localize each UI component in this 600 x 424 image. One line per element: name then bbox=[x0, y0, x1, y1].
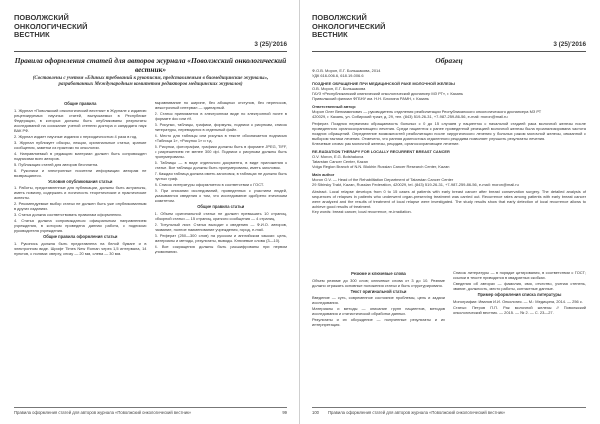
sample-line: О.В. Морон, Е.Г. Большакова bbox=[312, 86, 366, 91]
sample-line: Морон Олег Вениаминович — руководитель отделения реабилитации Республиканского онкологического диспансера МЗ РТ bbox=[312, 109, 542, 114]
paragraph: 1. Объем оригинальной статьи не должен превышать 10 страниц, обзорной статьи — 15 страниц, краткого сообщения — 4 страниц. bbox=[154, 210, 287, 221]
paragraph: 3. Статья должна соответствовать правилам оформления. bbox=[14, 212, 122, 217]
section-heading: Условия опубликования статьи bbox=[48, 178, 113, 184]
paragraph: 6. Таблицы — в виде отдельного документа, в виде приложения к статье. Все таблицы должны быть пронумерованы, иметь заголовок. bbox=[154, 160, 287, 170]
journal-title-line: ОНКОЛОГИЧЕСКИЙ bbox=[312, 21, 386, 31]
text-column-2 bbox=[155, 100, 288, 400]
article-title: Правила оформления статей для авторов журнала «Поволжский онкологический вестник» bbox=[14, 56, 287, 74]
paragraph: 4. Место для таблицы или рисунка в тексте обозначается подписью «Таблица 1», «Рисунок 1» и т.д. bbox=[154, 133, 287, 143]
section-heading: Резюме и ключевые слова bbox=[351, 271, 406, 276]
sample-line: ПОЗДНЕЕ ОБРАЩЕНИЕ ПРИ МЕДИЦИНСКОЙ РАКЕ МОЛОЧНОЙ ЖЕЛЕЗЫ bbox=[312, 81, 455, 86]
left-text-columns bbox=[14, 100, 287, 400]
abstract-ru: Реферат. Поздняя первичная обращаемость больных с 0 до 15 случаев у пациенток с начальной стадией рака молочной железы после проведенного органосохраняющего лечения. Среди пациенток с ранее проведенной резекцией молочной железы была проанализирована частота поздних обращений. Определение возможностей реабилитации после хирургического лечения у больных раком молочной железы, связанной с выбором тактики лечения. Отмечено, что ранняя диагностика отдаленного рецидива позволяет улучшить результаты лечения. bbox=[312, 121, 586, 141]
english-address: 29 Sibirsky Trakt, Kazan, Russian Federation, 420029, tel. (843) 519-26-31, +7-987-259-86-56, e-mail: moron@mail.ru bbox=[312, 182, 519, 187]
paragraph: 4. Статья должна сопровождаться официальным направлением учреждения, в котором проведена данная работа, с подписью руководителя учреждения. bbox=[14, 218, 147, 233]
english-affiliation-2: Volga Region Branch of N.N. Blokhin Russian Cancer Research Center, Kazan bbox=[312, 164, 450, 169]
paragraph: Сведения об авторах — фамилия, имя, отчество, ученая степень, звание, должность, место работы, контактные данные. bbox=[453, 281, 586, 291]
paragraph: 6. Рукописи и электронные носители информации авторам не возвращаются. bbox=[14, 167, 147, 178]
page-number: 99 bbox=[282, 410, 287, 415]
sample-header-lines bbox=[312, 68, 586, 119]
english-main-author-label: Main author bbox=[312, 172, 335, 177]
text-column-1 bbox=[14, 100, 147, 400]
sample-line: Ф.О.В. Морон, Е.Г. Большакова, 2014 bbox=[312, 68, 381, 73]
sample-line: Ответственный автор: bbox=[312, 104, 357, 109]
paragraph: 5. Рисунки, фотографии, графики должны быть в формате JPEG, TIFF, с разрешением не менее 300 dpi. Подписи к рисункам должны быть пронумерованы. bbox=[154, 144, 287, 159]
text-column-1 bbox=[312, 270, 445, 400]
journal-title-line: ПОВОЛЖСКИЙ bbox=[14, 13, 69, 22]
sample-line: УДК 616-006.6, 618.19-006.6 bbox=[312, 73, 364, 78]
paragraph: 8. Список литературы оформляется в соответствии с ГОСТ. bbox=[154, 182, 264, 187]
abstract-en: Abstract. Local relapse develops from 0 to 15 cases at patients with early breast cancer after breast conservation surgery. The detailed analysis of sequences of relapses in patients who underwent organ-preserving treatment was carried out. Recurrence rates among patients with early breast cancer were analyzed and the results of treatment of local relapse were investigated. The study results show that early detection of local recurrence allows to achieve good results of treatment. bbox=[312, 189, 586, 209]
right-page-header bbox=[312, 14, 586, 52]
paragraph: 2. Рекомендуемые выбор статьи не должен быть уже опубликованным в других изданиях. bbox=[14, 201, 147, 211]
issue-number: 3 (25)’2016 bbox=[553, 41, 586, 48]
paragraph: Статьи: Петров П.П. Рак молочной железы // Поволжский онкологический вестник. — 2015. — № 2. — С. 23—27. bbox=[453, 304, 586, 315]
english-main-author: Moron O.V. — Head of the Rehabilitation Department of Tatarstan Cancer Center bbox=[312, 177, 454, 182]
paragraph: 2. Статья принимается в электронном виде по электронной почте в формате doc или rtf. bbox=[154, 111, 287, 121]
paragraph: Объем резюме до 300 слов; ключевые слова от 3 до 10. Резюме должно отражать основные положения статьи и быть структурировано. bbox=[312, 277, 445, 288]
paragraph: Результаты и их обсуждение — полученные результаты и их интерпретация. bbox=[312, 317, 445, 327]
paragraph: 2. Журнал издает научные издания с периодичностью 4 раза в год. bbox=[14, 133, 138, 139]
paragraph: 3. Реферат (250—300 слов) на русском и английском языках: цель, материалы и методы, результаты, выводы. Ключевые слова (3—10). bbox=[154, 232, 287, 243]
sample-line: 420029, г. Казань, ул. Сибирский тракт, д. 29, тел. (843) 519-26-31, +7-987-259-86-56, e-mail: moron@mail.ru bbox=[312, 114, 508, 119]
sample-article-body bbox=[312, 68, 586, 214]
footer-text: Правила оформления статей для авторов журнала «Поволжский онкологический вестник» bbox=[14, 410, 192, 415]
paragraph: 4. Все сокращения должны быть расшифрованы при первом упоминании. bbox=[154, 243, 287, 254]
page-number: 100 bbox=[312, 410, 319, 415]
right-text-columns bbox=[312, 270, 586, 400]
section-heading: Пример оформления списка литературы bbox=[477, 292, 562, 297]
english-affiliation: Tatarstan Cancer Center, Kazan bbox=[312, 159, 369, 164]
english-authors: O.V. Moron, E.G. Bolshakova bbox=[312, 154, 364, 159]
keywords-en: Key words: breast cancer, local recurrence, re-irradiation. bbox=[312, 209, 412, 214]
sample-line: ГАУЗ «Республиканский клинический онкологический диспансер МЗ РТ», г. Казань bbox=[312, 91, 463, 96]
left-page-footer bbox=[14, 407, 287, 415]
issue-number: 3 (25)’2016 bbox=[254, 41, 287, 48]
footer-text: Правила оформления статей для авторов журнала «Поволжский онкологический вестник» bbox=[328, 410, 506, 415]
journal-title-line: ОНКОЛОГИЧЕСКИЙ bbox=[14, 21, 88, 31]
sample-heading: Образец bbox=[435, 56, 463, 65]
journal-title-line: ВЕСТНИК bbox=[312, 30, 348, 40]
section-heading: Общие правила оформления статьи bbox=[43, 234, 118, 239]
section-heading: Общие правила статьи bbox=[197, 204, 245, 209]
paragraph: 1. Журнал «Поволжский онкологический вестник» в Журнале к изданию рецензируемых научных статей, выпускаемых в Республике Федерации, в которых должны быть опубликованы результаты исследований на соискание ученой степени доктора и кандидата наук ВАК РФ. bbox=[14, 107, 147, 133]
journal-title bbox=[312, 14, 586, 40]
paragraph: 9. При описании исследований, проведенных с участием людей, указываются сведения о том, что исследование одобрено этическим комитетом. bbox=[154, 188, 287, 203]
text-column-2 bbox=[453, 270, 586, 400]
paragraph: Материалы и методы — описание групп пациентов, методов исследования и статистической обработки данных. bbox=[312, 306, 445, 316]
paragraph: Монографии: Иванов И.И. Онкология. — М.: Медицина, 2014. — 256 с. bbox=[453, 298, 583, 304]
paragraph: 3. Рисунки, таблицы, графики, формулы, подписи к рисункам, список литературы, переводятся в отдельный файл. bbox=[154, 122, 287, 132]
paragraph: Введение — суть, современное состояние проблемы, цель и задачи исследования. bbox=[312, 295, 445, 305]
paragraph: 4. Направляемый в редакцию материал должен быть сопровожден подписями всех авторов. bbox=[14, 150, 147, 161]
paragraph: 2. Титульный лист. Статья выходит к сведению — Ф.И.О. авторов, название, полное наименование учреждения, город, e-mail. bbox=[154, 221, 287, 232]
paragraph: Список литературы — в порядке цитирования, в соответствии с ГОСТ; ссылки в тексте приводятся в квадратных скобках. bbox=[453, 270, 586, 280]
paragraph: 5. Публикация статей для авторов бесплатна. bbox=[14, 161, 99, 167]
section-heading: Текст оригинальной статьи bbox=[350, 288, 407, 294]
journal-title-line: ВЕСТНИК bbox=[14, 30, 50, 40]
journal-title-line: ПОВОЛЖСКИЙ bbox=[312, 13, 367, 22]
article-subtitle: (Составлены с учетом «Единых требований к рукописям, представляемым в биомедицинские журналы», разработанных Международным комитетом редакторов медицинских журналов) bbox=[32, 76, 269, 88]
keywords-ru: Ключевые слова: рак молочной железы, рецидив, органосохраняющее лечение. bbox=[312, 141, 460, 146]
sample-line: Приволжский филиал ФГБНУ им. Н.Н. Блохина РАМН, г. Казань bbox=[312, 96, 429, 101]
section-heading: Общие правила bbox=[64, 101, 97, 106]
journal-title bbox=[14, 14, 287, 40]
paragraph: 7. Каждая таблица должна иметь заголовок, в таблицах не должно быть пустых граф. bbox=[154, 171, 287, 181]
english-title: RE-RADIATION THERAPY FOR LOCALLY RECURRENT BREAST CANCER bbox=[312, 149, 450, 154]
paragraph: 3. Журнал публикует обзоры, лекции, оригинальные статьи, краткие сообщения, заметки из практики по онкологии. bbox=[14, 139, 147, 150]
paragraph: 1. Рукопись должна быть представлена на белой бумаге и в электронном виде. Шрифт Times New Roman через 1,5 интервала, 14 пунктов, с полями: сверху, снизу — 20 мм, слева — 30 мм. bbox=[14, 240, 147, 256]
paragraph: 1. Работы, представленные для публикации, должны быть актуальны, иметь новизну, содержать и логичность теоретические и практические аспекты. bbox=[14, 185, 147, 200]
right-page bbox=[300, 0, 600, 424]
left-page-header bbox=[14, 14, 287, 52]
paragraph: выравнивание по ширине, без абзацных отступов, без переносов, межстрочный интервал — одинарный. bbox=[154, 100, 287, 110]
right-page-footer bbox=[312, 407, 586, 415]
